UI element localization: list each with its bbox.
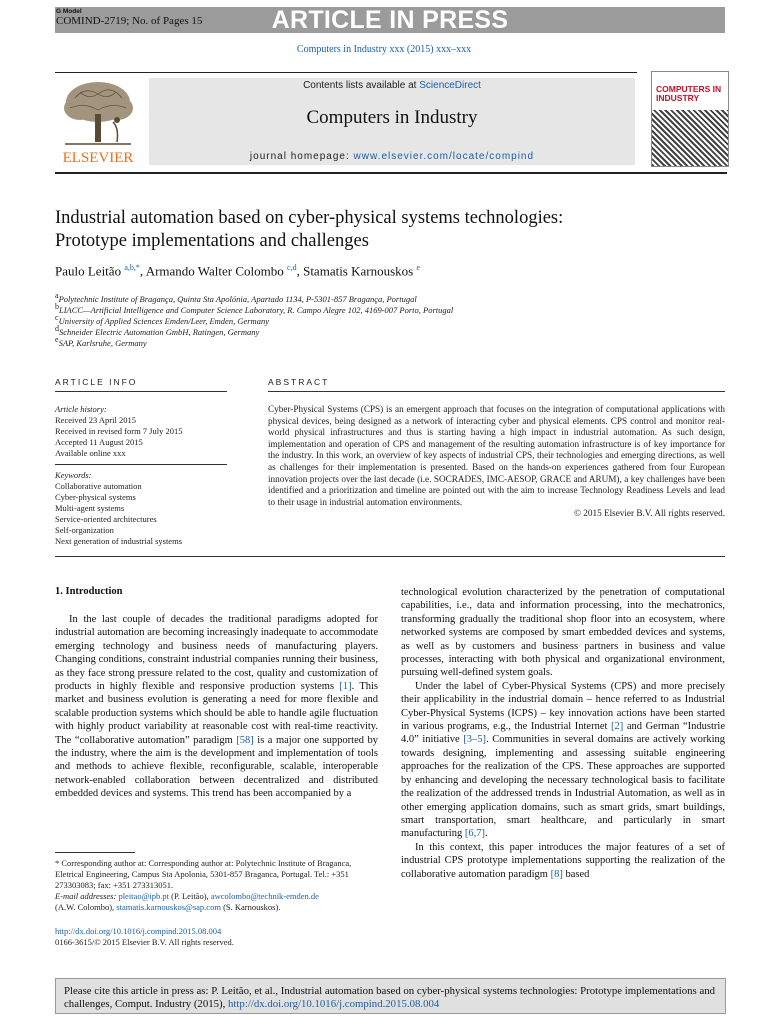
author-marks[interactable]: c,d [287, 263, 297, 272]
email-owner: (S. Karnouskos). [220, 902, 281, 912]
keyword-item: Collaborative automation [55, 481, 142, 491]
citation-link[interactable]: [2] [611, 721, 624, 733]
author-name[interactable]: Armando Walter Colombo [145, 263, 284, 279]
keywords-rule [55, 464, 227, 465]
title-line2: Prototype implementations and challenges [55, 231, 369, 251]
keyword-item: Multi-agent systems [55, 503, 125, 513]
paragraph-text: In the last couple of decades the traditional paradigms adopted for industrial automation are becoming increasingly inadequate to accommodate emerging technology and business needs of manufacturing players. Changing conditions, constraint industrial companies running their business, as they face strong pressure related to the cost, quality and customization of products in highly flexible and responsive production systems [55, 614, 378, 693]
cite-text: Please cite this article in press as: P. Leitão, et al., Industrial automation based on cyber-physical systems technologies: Prototype implementations and challenges, Comput. Industry (2015), [64, 985, 716, 1010]
paragraph-text: . [484, 828, 488, 840]
author-marks[interactable]: a,b,* [124, 263, 140, 272]
corresponding-author-note: * Corresponding author at: Corresponding author at: Polytechnic Institute of Braganca, Eletrical Engineering, Campus Sta Apolonia, 5301-857 Braganca, Portugal. Tel.: +351 273303083; fax: +351 273313051. [55, 858, 352, 890]
citation-link[interactable]: [6,7] [464, 828, 485, 840]
sciencedirect-link[interactable]: ScienceDirect [419, 80, 481, 91]
affiliation-mark: d [55, 324, 59, 333]
paragraph-text: based [562, 868, 590, 880]
elsevier-logo[interactable] [55, 78, 141, 164]
article-in-press-label: ARTICLE IN PRESS [271, 6, 509, 34]
affiliation-mark: c [55, 313, 59, 322]
citation-link[interactable]: [58] [236, 734, 254, 746]
journal-title: Computers in Industry [306, 107, 478, 128]
keyword-item: Self-organization [55, 525, 114, 535]
author-marks[interactable]: e [416, 263, 421, 272]
history-item: Available online xxx [55, 448, 126, 458]
keyword-item: Service-oriented architectures [55, 514, 157, 524]
cover-pattern [652, 110, 728, 166]
abstract-bottom-rule [55, 556, 725, 557]
paragraph-text: . This market and business evolution is generating a need for more flexible and scalable production systems which should be able to handle agile fluctuation with highly product variability at reasonable cost with real-time reactivity. The “collaborative automation” paradigm [55, 681, 379, 746]
paragraph-text: . Communities in several domains are actively working towards designing, implementing and assessing suitable engineering approaches for the realization of the CPS. These approaches are supported by enhancing and developing the necessary technological basis to facilitate the realization of the addressed trends in Industrial Automation, as well as in other emerging application domains, such as smart grids, smart buildings, smart transportation, smart healthcare, and particularly in smart manufacturing [401, 734, 725, 840]
email-link[interactable]: stamatis.karnouskos@sap.com [116, 902, 221, 912]
manuscript-id: COMIND-2719; No. of Pages 15 [56, 15, 203, 27]
cite-this-article-box [55, 978, 726, 1014]
article-info-rule [55, 391, 227, 392]
abstract-copyright: © 2015 Elsevier B.V. All rights reserved. [574, 508, 725, 519]
footnote-rule [55, 852, 135, 853]
history-item: Received 23 April 2015 [55, 415, 136, 425]
author-separator: , [296, 263, 304, 279]
journal-citation-link[interactable]: Computers in Industry xxx (2015) xxx–xxx [296, 44, 472, 55]
issn-line: 0166-3615/© 2015 Elsevier B.V. All rights reserved. [55, 937, 234, 947]
citation-link[interactable]: [1] [339, 681, 352, 693]
email-addresses [55, 891, 380, 913]
author-separator: , [139, 263, 146, 279]
paragraph [55, 613, 378, 801]
affiliation-mark: e [55, 335, 59, 344]
body-column-right [401, 586, 725, 881]
body-column-left [55, 613, 378, 801]
paragraph-text: In this context, this paper introduces the major features of a set of industrial CPS prototype implementations supporting the realization of the collaborative automation paradigm [401, 841, 725, 880]
footnote [55, 858, 380, 913]
keyword-item: Cyber-physical systems [55, 492, 136, 502]
email-link[interactable]: awcolombo@technik-emden.de [210, 891, 319, 901]
paragraph: technological evolution characterized by the penetration of computational capabilities, i.e., data and information processing, into the mechatronics, transforming gradually the traditional shop floor into an ecosystem, where networked systems are composed by smart embedded devices and systems, as well as by customers and business partners in business and value processes, interacting with both physical and organizational environment, pursuing well-defined system goals. [401, 587, 725, 679]
paragraph-text: and German “Industrie 4.0” initiative [401, 721, 725, 746]
header-rule-top [55, 72, 637, 73]
email-label: E-mail addresses: [55, 891, 117, 901]
doi-link[interactable]: http://dx.doi.org/10.1016/j.compind.2015.08.004 [55, 926, 222, 936]
cover-title [656, 85, 726, 103]
header-rule-bottom [55, 172, 727, 174]
article-info [55, 404, 225, 547]
abstract-rule [268, 391, 725, 392]
title-line1: Industrial automation based on cyber-physical systems technologies: [55, 208, 564, 228]
contents-line [149, 80, 635, 91]
affiliation-text: LIACC—Artificial Intelligence and Computer Science Laboratory, R. Campo Alegre 102, 4169-007 Porto, Portugal [59, 304, 454, 315]
keyword-item: Next generation of industrial systems [55, 536, 183, 546]
keywords-label: Keywords: [55, 470, 92, 480]
history-item: Accepted 11 August 2015 [55, 437, 143, 447]
citation-link[interactable]: [3–5] [463, 734, 487, 746]
abstract-heading: ABSTRACT [268, 377, 330, 387]
elsevier-wordmark: ELSEVIER [62, 150, 134, 164]
elsevier-tree-icon [55, 78, 141, 164]
cover-title-line2: INDUSTRY [656, 93, 700, 103]
history-item: Received in revised form 7 July 2015 [55, 426, 183, 436]
affiliation-mark: b [55, 302, 59, 311]
affiliation-text: Schneider Electric Automation GmbH, Ratingen, Germany [59, 326, 260, 337]
homepage-prefix: journal homepage: [249, 151, 354, 162]
affiliation [55, 334, 735, 349]
journal-homepage-line [149, 151, 635, 162]
article-info-heading: ARTICLE INFO [55, 377, 138, 387]
history-label: Article history: [55, 404, 107, 414]
g-model-label: G Model [56, 8, 82, 15]
affiliation-text: SAP, Karlsruhe, Germany [58, 337, 147, 348]
email-link[interactable]: pleitao@ipb.pt [118, 891, 169, 901]
author-name[interactable]: Paulo Leitão [55, 263, 122, 279]
paper-title [55, 207, 735, 253]
cite-doi-link[interactable]: http://dx.doi.org/10.1016/j.compind.2015.08.004 [228, 998, 440, 1010]
affiliation-text: University of Applied Sciences Emden/Leer, Emden, Germany [58, 315, 269, 326]
citation-link[interactable]: [8] [550, 868, 563, 880]
email-owner: (P. Leitão), [169, 891, 211, 901]
paragraph-text: Under the label of Cyber-Physical Systems (CPS) and more precisely their applicability in the industrial domain – hence referred to as Industrial Cyber-Physical Systems (ICPS) – key innovation actions have been started in various programs, e.g., the Industrial Internet [401, 680, 725, 733]
abstract-text: Cyber-Physical Systems (CPS) is an emergent approach that focuses on the integration of computational applications with physical devices, being designed as a network of interacting cyber and physical elements. CPS control and monitor real-world physical infrastructures and thus is starting having a high impact in industrial automation. As such design, implementation and operation of CPS and management of the resulting automation infrastructure is of key importance for the industry. In this work, an overview of key aspects of industrial CPS, their technologies and emerging directions, as well as challenges for their implementation is presented. Based on the hands-on experiences gathered from four European innovation projects over the last decade (i.e. SOCRADES, IMC-AESOP, GRACE and ARUM), a key challenges have been identified and a prioritization and timeline are pointed out with the aim to increase Technology Readiness Levels and lead to their usage in industrial automation environments. [268, 404, 725, 507]
cover-title-line1: COMPUTERS IN [656, 84, 722, 94]
doi-block [55, 926, 380, 948]
journal-homepage-link[interactable]: www.elsevier.com/locate/compind [353, 151, 535, 162]
email-owner: (A.W. Colombo), [55, 902, 117, 912]
affiliation-text: Polytechnic Institute of Bragança, Quinta Sta Apolónia, Apartado 1134, P-5301-857 Bragança, Portugal [58, 293, 417, 304]
journal-cover-thumbnail[interactable] [651, 71, 729, 167]
paragraph-text: is a major one supported by the industry, where the aim is the development and implementation of tools and methods to achieve flexible, reconfigurable, scalable, interoperable network-enabled collaboration between decentralized and distributed embedded devices and systems. This trend has been accompanied by a [55, 734, 378, 800]
contents-prefix: Contents lists available at [303, 80, 420, 91]
author-list [55, 263, 735, 279]
paragraph [401, 680, 725, 841]
paragraph [401, 841, 725, 881]
section-heading-introduction: 1. Introduction [55, 586, 123, 597]
author-name[interactable]: Stamatis Karnouskos [303, 263, 414, 279]
affiliation-mark: a [55, 291, 59, 300]
abstract [268, 404, 725, 520]
